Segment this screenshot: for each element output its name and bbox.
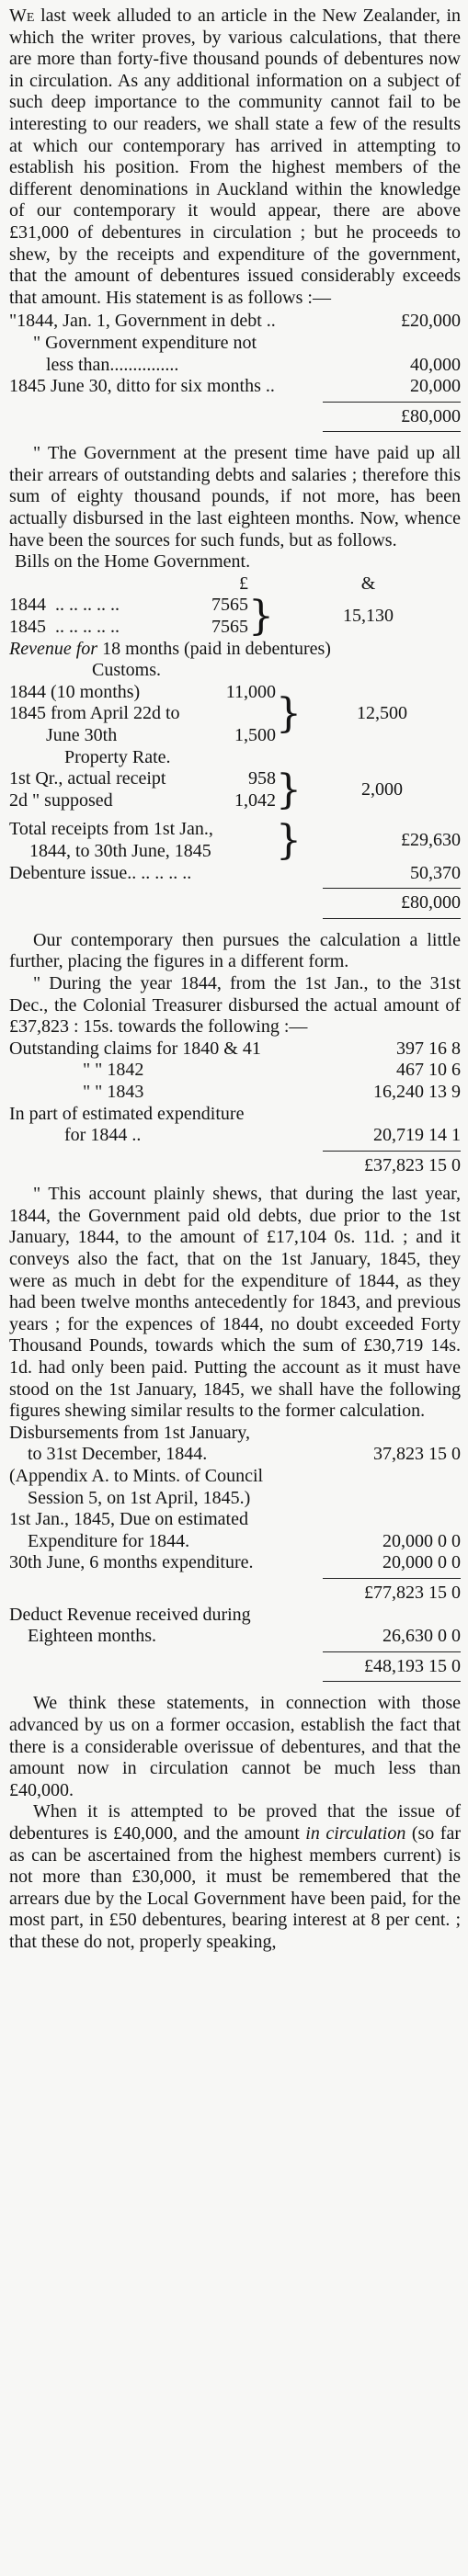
disbursement-subtotal: £77,823 15 0 xyxy=(364,1582,461,1603)
revenue-heading: Revenue for 18 months (paid in debentures) xyxy=(9,638,331,659)
sum-rule xyxy=(323,888,461,889)
sum-rule xyxy=(323,1151,461,1152)
sum-rule xyxy=(323,1651,461,1652)
intro-paragraph: We last week alluded to an article in the New Zealander, in which the writer proves, by various calculations, that there are more than forty-five thousand pounds of debentures now in circulation. As any additional information on a subject of such deep importance to the community cannot fail to be interesting to our readers, we shall state a few of the results at which our contemporary has arrived in attempting to establish his position. From the highest members of the different denominations in Auckland within the knowledge of our contemporary it would appear, there are above £31,000 of debentures in circulation ; but he proceeds to shew, by the receipts and expenditure of the government, that the amount of debentures issued considerably exceeds that amount. His statement is as follows :— xyxy=(9,6,461,308)
receipts-table: Total receipts from 1st Jan., } £29,630 1844, to 30th June, 1845 Debenture issue.. .. .. .. .. 50,370 xyxy=(9,816,461,883)
statement-one: "1844, Jan. 1, Government in debt .. £20,000 " Government expenditure not less than............... 40,000 1845 June 30, ditto for six months .. 20,000 £80,000 xyxy=(9,311,461,432)
bills-table: £ & 1844 .. .. .. .. .. 7565 } 15,130 1845 .. .. .. .. .. 7565 xyxy=(9,573,394,641)
bills-heading: Bills on the Home Government. xyxy=(15,551,251,573)
calculation-paragraph: Our contemporary then pursues the calculation a little further, placing the figures in a different form. xyxy=(9,929,461,972)
closing-paragraph: When it is attempted to be proved that the issue of debentures is £40,000, and the amount in circulation (so far as can be ascertained from the highest members current) is not more than £30,000, it must be remembered that the arrears due by the Local Government have been paid, for the most part, in £50 debentures, bearing interest at 8 per cent. ; that these do not, properly speaking, xyxy=(9,1801,461,1952)
sum-rule xyxy=(323,918,461,919)
disbursements: Disbursements from 1st January, to 31st December, 1844. 37,823 15 0 (Appendix A. to Mints. of Council Session 5, on 1st April, 1845.) 1st Jan., 1845, Due on estimated Expenditure for 1844. 20,000 0 0 30th June, 6 months expenditure. 20,000 0 0 £77,823 15 0 Deduct Revenue received during Eighteen months. 26,630 0 0 £48,193 15 0 xyxy=(9,1423,461,1683)
sum-rule xyxy=(323,1578,461,1579)
drop-initial: We xyxy=(9,6,35,26)
sum-rule xyxy=(323,431,461,432)
statement-one-total: £80,000 xyxy=(401,405,461,426)
revenue-table: Customs. 1844 (10 months) 11,000 } 12,500 1845 from April 22d to June 30th 1,500 Property Rate. 1st Qr., actual receipt 958 } 2,000 2d " supposed 1,042 xyxy=(9,660,407,813)
sum-rule xyxy=(323,402,461,403)
outstanding-claims: Outstanding claims for 1840 & 41 397 16 8 " " 1842 467 10 6 " " 1843 16,240 13 9 In part of estimated expenditure for 1844 .. 20,719 14 1 £37,823 15 0 xyxy=(9,1038,461,1175)
statements-paragraph: We think these statements, in connection with those advanced by us on a former occasion, establish the fact that there is a considerable overissue of debentures, and that the amount now in circulation cannot be much less than £40,000. xyxy=(9,1693,461,1800)
government-paragraph: " The Government at the present time have paid up all their arrears of outstanding debts and salaries ; therefore this sum of eighty thousand pounds, if not more, has been actually disbursed in the last eighteen months. Now, whence have been the sources for such funds, but as follows. xyxy=(9,443,461,550)
treasurer-paragraph: " During the year 1844, from the 1st Jan., to the 31st Dec., the Colonial Treasurer disbursed the actual amount of £37,823 : 15s. towards the following :— xyxy=(9,972,461,1038)
sum-rule xyxy=(323,1681,461,1682)
disbursement-total: £48,193 15 0 xyxy=(364,1655,461,1676)
outstanding-total: £37,823 15 0 xyxy=(364,1154,461,1175)
account-paragraph: " This account plainly shews, that during the last year, 1844, the Government paid old debts, due prior to the 1st January, 1844, to the amount of £17,104 0s. 11d. ; and it conveys also the fact, that on the 1st January, 1845, they were as much in debt for the expenditure of 1844, as they had been twelve months antecedently for 1843, and previous years ; for the expences of 1844, no doubt exceeded Forty Thousand Pounds, towards which the sum of £30,719 14s. 1d. had only been paid. Putting the account as it must have stood on the 1st January, 1845, we shall have the following figures shewing similar results to the former calculation. xyxy=(9,1184,461,1422)
receipts-total: £80,000 xyxy=(401,892,461,914)
